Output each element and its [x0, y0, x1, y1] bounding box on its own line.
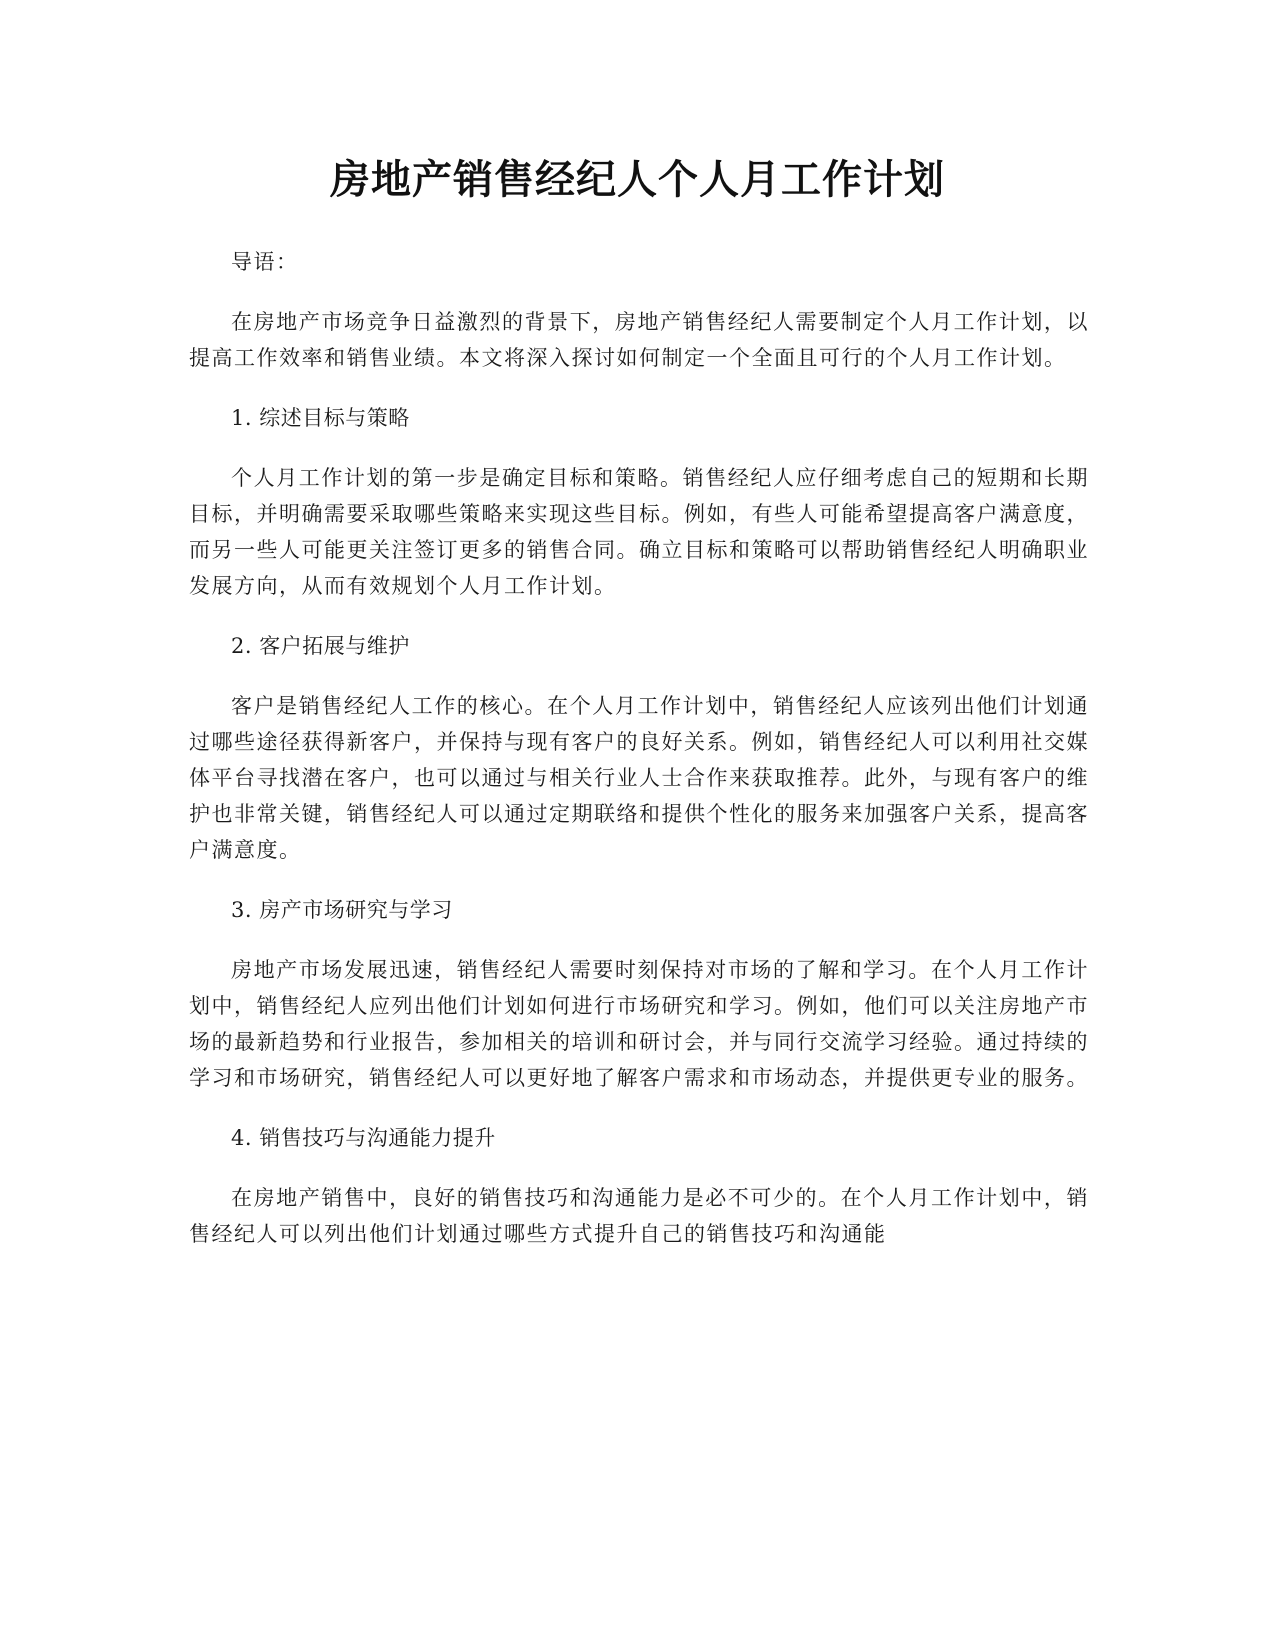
document-title: 房地产销售经纪人个人月工作计划	[330, 157, 945, 203]
section-heading-4: 4. 销售技巧与沟通能力提升	[231, 1126, 496, 1150]
section-paragraph-4: 在房地产销售中，良好的销售技巧和沟通能力是必不可少的。在个人月工作计划中，销售经纪人可以列出他们计划通过哪些方式提升自己的销售技巧和沟通能	[189, 1186, 1089, 1246]
section-heading-2: 2. 客户拓展与维护	[231, 634, 410, 658]
intro-label: 导语：	[231, 250, 299, 274]
section-paragraph-1: 个人月工作计划的第一步是确定目标和策略。销售经纪人应仔细考虑自己的短期和长期目标，并明确需要采取哪些策略来实现这些目标。例如，有些人可能希望提高客户满意度，而另一些人可能更关注签订更多的销售合同。确立目标和策略可以帮助销售经纪人明确职业发展方向，从而有效规划个人月工作计划。	[189, 466, 1089, 598]
section-heading-3: 3. 房产市场研究与学习	[231, 898, 453, 922]
section-paragraph-3: 房地产市场发展迅速，销售经纪人需要时刻保持对市场的了解和学习。在个人月工作计划中，销售经纪人应列出他们计划如何进行市场研究和学习。例如，他们可以关注房地产市场的最新趋势和行业报告，参加相关的培训和研讨会，并与同行交流学习经验。通过持续的学习和市场研究，销售经纪人可以更好地了解客户需求和市场动态，并提供更专业的服务。	[189, 958, 1089, 1090]
document-body	[189, 244, 1089, 1276]
section-paragraph-2: 客户是销售经纪人工作的核心。在个人月工作计划中，销售经纪人应该列出他们计划通过哪些途径获得新客户，并保持与现有客户的良好关系。例如，销售经纪人可以利用社交媒体平台寻找潜在客户，也可以通过与相关行业人士合作来获取推荐。此外，与现有客户的维护也非常关键，销售经纪人可以通过定期联络和提供个性化的服务来加强客户关系，提高客户满意度。	[189, 694, 1089, 862]
intro-paragraph: 在房地产市场竞争日益激烈的背景下，房地产销售经纪人需要制定个人月工作计划，以提高工作效率和销售业绩。本文将深入探讨如何制定一个全面且可行的个人月工作计划。	[189, 310, 1089, 370]
section-heading-1: 1. 综述目标与策略	[231, 406, 410, 430]
